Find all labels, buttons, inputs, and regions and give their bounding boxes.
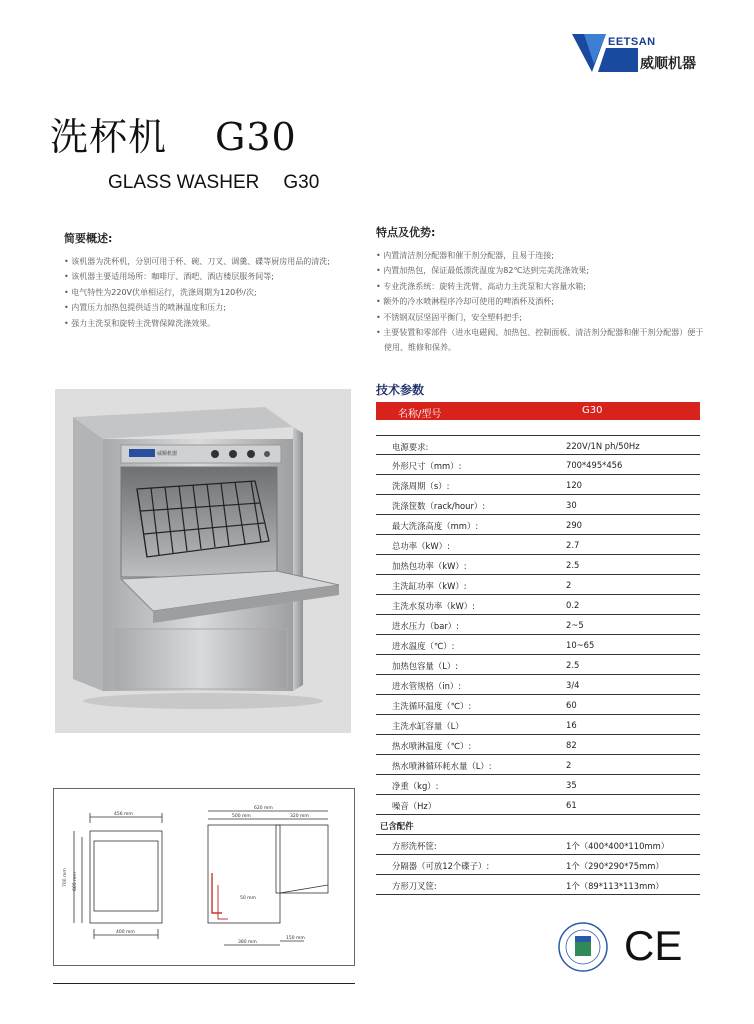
- table-row: [376, 575, 700, 595]
- spec-value: 2: [566, 580, 572, 590]
- table-row: [376, 535, 700, 555]
- spec-title: 技术参数: [376, 383, 425, 397]
- features-section: [376, 224, 706, 356]
- table-row: [376, 615, 700, 635]
- spec-value: 10~65: [566, 640, 595, 650]
- table-row: [376, 735, 700, 755]
- list-item: • 内置加热包，保证最低漂洗温度为82℃达到完美洗涤效果;: [376, 263, 706, 278]
- spec-key: 最大洗涤高度（mm）:: [392, 521, 479, 531]
- spec-header-model: G30: [582, 405, 603, 416]
- accessory-key: 方形刀叉筐:: [392, 881, 437, 891]
- spec-key: 噪音（Hz）: [392, 801, 437, 811]
- spec-key: 电源要求:: [392, 442, 429, 452]
- model-number: G30: [215, 115, 297, 159]
- accessory-value: 1个（400*400*110mm）: [566, 841, 670, 851]
- spec-value: 60: [566, 700, 577, 710]
- spec-value: 61: [566, 800, 577, 810]
- accessories-heading: 已含配件: [380, 821, 414, 831]
- accessory-key: 分隔器（可放12个碟子）:: [392, 861, 490, 871]
- spec-value: 2.7: [566, 540, 580, 550]
- product-name-en: GLASS WASHER: [108, 172, 260, 193]
- spec-key: 进水温度（℃）:: [392, 641, 455, 651]
- table-row: [376, 755, 700, 775]
- list-item: • 内置清洁剂分配器和催干剂分配器，且易于连接;: [376, 248, 706, 263]
- spec-value: 220V/1N ph/50Hz: [566, 441, 640, 451]
- spec-key: 洗涤筐数（rack/hour）:: [392, 501, 486, 511]
- spec-header-name: 名称/型号: [398, 409, 442, 420]
- dim-front-width: 456 mm: [114, 812, 133, 817]
- spec-key: 主洗水泵功率（kW）:: [392, 601, 475, 611]
- table-row: [376, 715, 700, 735]
- spec-value: 82: [566, 740, 577, 750]
- table-row: [376, 515, 700, 535]
- overview-section: [64, 230, 364, 331]
- spec-value: 120: [566, 480, 582, 490]
- divider: [53, 983, 355, 984]
- spec-value: 3/4: [566, 680, 580, 690]
- table-row: [376, 855, 700, 875]
- spec-value: 2: [566, 760, 572, 770]
- panel-badge: 威顺机器: [157, 451, 178, 457]
- dim-offset: 50 mm: [240, 896, 256, 901]
- spec-key: 热水喷淋温度（℃）:: [392, 741, 472, 751]
- spec-value: 700*495*456: [566, 460, 623, 470]
- spec-key: 加热包功率（kW）:: [392, 561, 467, 571]
- dimension-drawing: [53, 788, 355, 966]
- spec-value: 2.5: [566, 560, 580, 570]
- spec-key: 进水压力（bar）:: [392, 621, 459, 631]
- spec-key: 热水喷淋循环耗水量（L）:: [392, 761, 492, 771]
- overview-list: [64, 254, 364, 331]
- dim-height-body: 665 mm: [73, 872, 78, 891]
- spec-key: 主洗循环温度（℃）:: [392, 701, 472, 711]
- dim-front-base: 400 mm: [116, 930, 135, 935]
- brand-logo: [572, 34, 712, 74]
- product-name-cn: 洗杯机: [50, 115, 168, 159]
- features-heading: 特点及优势:: [376, 226, 436, 239]
- table-row: [376, 435, 700, 455]
- dim-door: 500 mm: [232, 814, 251, 819]
- accessories-heading-row: [376, 815, 700, 835]
- accessory-key: 方形洗杯筐:: [392, 841, 437, 851]
- table-row: [376, 775, 700, 795]
- model-number-en: G30: [283, 172, 320, 193]
- list-item: • 强力主洗泵和旋转主洗臂保障洗涤效果。: [64, 316, 364, 331]
- table-row: [376, 495, 700, 515]
- table-row: [376, 555, 700, 575]
- spec-key: 净重（kg）:: [392, 781, 439, 791]
- spec-value: 30: [566, 500, 577, 510]
- spec-value: 35: [566, 780, 577, 790]
- spec-header-row: [376, 402, 700, 420]
- accessory-value: 1个（290*290*75mm）: [566, 861, 664, 871]
- list-item: • 该机器主要适用场所：咖啡厅、酒吧、酒店楼层服务间等;: [64, 269, 364, 284]
- table-row: [376, 635, 700, 655]
- quality-system-seal-icon: [556, 920, 610, 974]
- dim-door-ext: 320 mm: [290, 814, 309, 819]
- table-row: [376, 675, 700, 695]
- list-item: • 内置压力加热包提供适当的喷淋温度和压力;: [64, 300, 364, 315]
- spec-key: 进水管规格（in）:: [392, 681, 462, 691]
- spec-key: 总功率（kW）:: [392, 541, 450, 551]
- glass-washer-illustration: [55, 389, 351, 733]
- table-row: [376, 835, 700, 855]
- dim-side-width: 620 mm: [254, 806, 273, 811]
- spec-key: 洗涤周期（s）:: [392, 481, 450, 491]
- dim-height-total: 700 mm: [63, 868, 68, 887]
- table-row: [376, 595, 700, 615]
- spec-key: 主洗水缸容量（L）: [392, 721, 464, 731]
- table-row: [376, 475, 700, 495]
- table-row: [376, 695, 700, 715]
- list-item: • 主要装置和零部件（进水电磁阀、加热包、控制面板、清洁剂分配器和催干剂分配器）便于使用、维修和保养。: [376, 325, 706, 356]
- product-photo: [55, 389, 351, 733]
- dim-side-base: 380 mm: [238, 940, 257, 945]
- table-row: [376, 455, 700, 475]
- features-list: [376, 248, 706, 356]
- spec-key: 主洗缸功率（kW）:: [392, 581, 467, 591]
- list-item: • 额外的冷水喷淋程序冷却可使用的啤酒杯及酒杯;: [376, 294, 706, 309]
- dim-side-small: 150 mm: [286, 936, 305, 941]
- page-title: [50, 106, 297, 161]
- list-item: • 不锈钢双层坚固平衡门，安全塑料把手;: [376, 310, 706, 325]
- list-item: • 电气特性为220V伏单相运行，洗涤周期为120秒/次;: [64, 285, 364, 300]
- brand-name-en: EETSAN: [608, 36, 656, 48]
- spec-key: 加热包容量（L）:: [392, 661, 459, 671]
- list-item: • 该机器为洗杯机，分别可用于杯、碗、刀叉、调羹、碟等厨房用品的清洗;: [64, 254, 364, 269]
- spec-key: 外形尺寸（mm）:: [392, 461, 462, 471]
- spec-value: 2.5: [566, 660, 580, 670]
- dimension-drawing-svg: [54, 789, 354, 965]
- spec-value: 0.2: [566, 600, 580, 610]
- spec-value: 16: [566, 720, 577, 730]
- brand-name-cn: 威顺机器: [640, 56, 696, 72]
- table-row: [376, 655, 700, 675]
- table-row: [376, 795, 700, 815]
- ce-mark-icon: [622, 922, 692, 966]
- accessory-value: 1个（89*113*113mm）: [566, 881, 664, 891]
- list-item: • 专业洗涤系统：旋转主洗臂、高动力主洗泵和大容量水箱;: [376, 279, 706, 294]
- spec-value: 290: [566, 520, 582, 530]
- page-subtitle: [108, 172, 319, 194]
- spec-value: 2~5: [566, 620, 584, 630]
- ce-label: CE: [624, 922, 683, 966]
- table-row: [376, 875, 700, 895]
- spec-table: [376, 435, 700, 895]
- overview-heading: 简要概述:: [64, 232, 113, 245]
